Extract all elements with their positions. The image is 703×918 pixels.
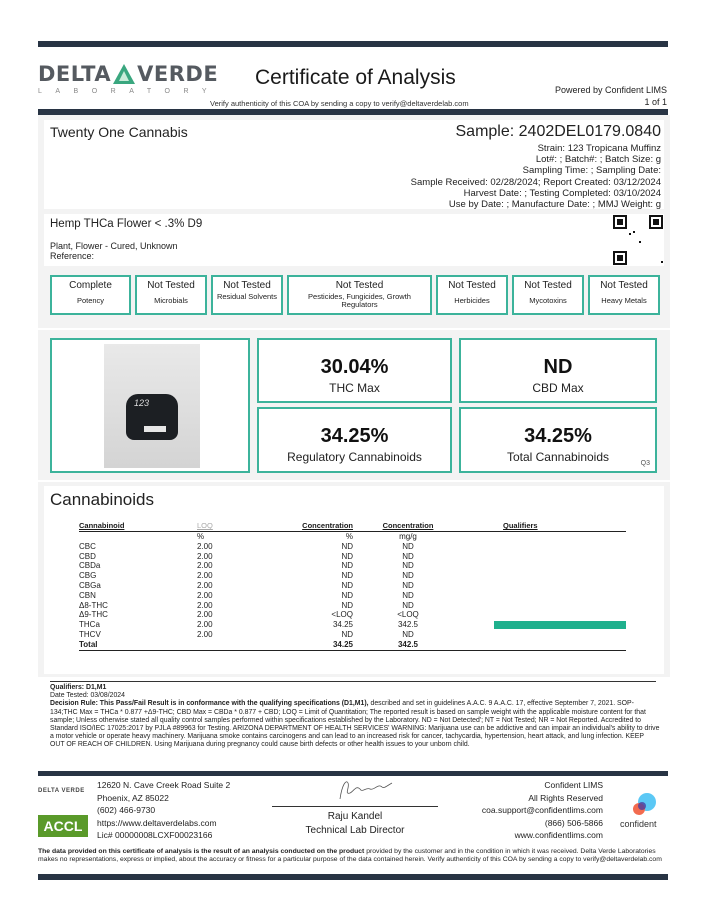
total-qualifier: Q3 <box>640 460 650 467</box>
thc-max-value: 30.04% <box>320 356 389 378</box>
confident-contact <box>482 779 603 842</box>
qr-module <box>633 231 635 233</box>
cell-loq: 2.00 <box>197 561 213 571</box>
qr-module <box>617 219 623 225</box>
regulatory-value: 34.25% <box>320 425 389 447</box>
client-name: Twenty One Cannabis <box>50 124 188 140</box>
cell-qualifier-bar <box>463 601 626 611</box>
confident-line[interactable]: www.confidentlims.com <box>514 830 603 840</box>
test-card-microbials <box>135 275 207 315</box>
logo-left-text: DELTA <box>38 62 112 86</box>
cell-concentration-pct: ND <box>341 571 353 581</box>
qr-module <box>639 241 641 243</box>
triangle-logo-icon <box>113 64 135 84</box>
cell-loq: 2.00 <box>197 610 213 620</box>
cell-cannabinoid: THCa <box>79 620 100 630</box>
test-card-pesticides-fungicides-growth-regulators <box>287 275 432 315</box>
top-bar <box>38 41 668 47</box>
test-status: Complete <box>69 280 112 291</box>
address-line: Phoenix, AZ 85022 <box>97 792 169 803</box>
confident-line: All Rights Reserved <box>528 792 603 803</box>
test-status: Not Tested <box>147 280 195 291</box>
regulatory-label: Regulatory Cannabinoids <box>287 450 422 464</box>
table-row <box>79 620 626 630</box>
bottom-bar <box>38 874 668 880</box>
header-concentration-pct: Concentration <box>257 521 353 532</box>
cell-concentration-mg: ND <box>402 561 414 571</box>
cell-concentration-pct: ND <box>341 551 353 561</box>
sample-meta <box>411 143 661 210</box>
cell-loq: 2.00 <box>197 551 213 561</box>
test-status: Not Tested <box>600 280 648 291</box>
cell-concentration-pct: ND <box>341 590 353 600</box>
disclaimer-body: provided by the customer and in the condition in which it was received. Delta Verde Laboratories makes no representations, express or implied, about the accuracy or fitness for a particular purpose of the data contained herein. Verify authenticity of this COA by sending a copy to verify@deltaverdelab.com <box>38 848 662 864</box>
table-row <box>79 610 626 620</box>
cell-loq: 2.00 <box>197 620 213 630</box>
header-cannabinoid: Cannabinoid <box>79 521 197 532</box>
footer-logo: DELTA VERDE <box>38 788 85 794</box>
confident-line[interactable]: coa.support@confidentlims.com <box>481 805 603 815</box>
product-reference: Reference: <box>50 250 95 261</box>
thc-max-label: THC Max <box>329 381 380 395</box>
header-loq: LOQ <box>197 521 257 532</box>
cell-loq: 2.00 <box>197 571 213 581</box>
verify-text: Verify authenticity of this COA by sending a copy to verify@deltaverdelab.com <box>210 99 469 108</box>
table-row <box>79 630 626 640</box>
header-qualifiers: Qualifiers <box>463 521 626 532</box>
confident-line: (866) 506-5866 <box>544 817 603 828</box>
concentration-bar <box>494 621 626 629</box>
sample-id: Sample: 2402DEL0179.0840 <box>455 123 661 140</box>
test-name: Herbicides <box>454 296 490 305</box>
accl-logo: ACCL <box>38 815 88 837</box>
delta-verde-logo <box>38 62 221 104</box>
test-name: Pesticides, Fungicides, Growth Regulators <box>308 292 411 309</box>
table-row <box>79 581 626 591</box>
signer <box>272 810 438 838</box>
cell-qualifier-bar <box>463 561 626 571</box>
cell-qualifier-bar <box>463 571 626 581</box>
total-pct: 34.25 <box>257 640 353 650</box>
cell-cannabinoid: CBN <box>79 590 96 600</box>
total-name: Total <box>79 640 197 650</box>
cbd-max-label: CBD Max <box>532 381 584 395</box>
sample-meta-line: Lot#: ; Batch#: ; Batch Size: g <box>535 154 661 166</box>
test-status: Not Tested <box>335 280 384 291</box>
cell-qualifier-bar <box>463 610 626 620</box>
cell-qualifier-bar <box>463 591 626 601</box>
units-row <box>79 532 626 542</box>
cell-loq: 2.00 <box>197 629 213 639</box>
test-status-row <box>50 275 660 315</box>
table-row <box>79 542 626 552</box>
test-status: Not Tested <box>223 280 271 291</box>
cell-concentration-pct: ND <box>341 629 353 639</box>
test-name: Residual Solvents <box>216 292 278 301</box>
product-name: Hemp THCa Flower < .3% D9 <box>50 218 203 230</box>
sample-photo-frame <box>50 338 250 473</box>
cell-cannabinoid: THCV <box>79 629 101 639</box>
cell-loq: 2.00 <box>197 600 213 610</box>
signer-name: Raju Kandel <box>327 811 383 822</box>
test-name: Microbials <box>154 296 188 305</box>
cell-loq: 2.00 <box>197 541 213 551</box>
decision-rule <box>50 700 660 749</box>
cell-loq: 2.00 <box>197 590 213 600</box>
qr-module <box>661 261 663 263</box>
sample-meta-line: Harvest Date: ; Testing Completed: 03/10/2024 <box>463 187 661 199</box>
cell-concentration-mg: 342.5 <box>397 620 419 630</box>
total-row <box>79 640 626 650</box>
cannabinoids-table <box>79 521 626 651</box>
qualifiers-note: Qualifiers: D1,M1 <box>50 684 107 691</box>
cbd-max-card <box>459 338 657 403</box>
cell-qualifier-bar <box>463 542 626 552</box>
cell-cannabinoid: Δ8-THC <box>79 600 108 610</box>
table-row <box>79 591 626 601</box>
test-status: Not Tested <box>524 280 572 291</box>
unit-pct: % <box>345 532 353 541</box>
cannabinoids-title: Cannabinoids <box>50 490 154 509</box>
test-name: Potency <box>76 296 105 305</box>
jar-image <box>126 394 178 440</box>
cell-cannabinoid: Δ9-THC <box>79 610 108 620</box>
decision-rule-bold: Decision Rule: This Pass/Fail Result is in conformance with the qualifying specifications (D1,M1), <box>50 700 369 708</box>
test-card-potency <box>50 275 131 315</box>
cell-concentration-pct: ND <box>341 580 353 590</box>
decision-rule-body: described and set in guidelines A.A.C. 9 A.A.C. 17, effective September 7, 2021. SOP-134;THC Max = THCa * 0.877 +Δ9-THC; CBD Max = CBDa * 0.877 + CBD; LOQ = Limit of Quantitation; The reported result is based on sample weight with the applicable moisture content for that sample; Unless otherwise stated all quality control samples performed within specifications established by the Laboratory. ND = Not Detected'; NT = Not Tested; NR = Not Reported. Accredited to Standard ISO/IEC 17025:2017 by PJLA #89963 for Testing. ARIZONA DEPARTMENT OF HEALTH SERVICES' WARNING: Marijuana use can be addictive and can impair an individual's ability to drive a motor vehicle or operate heavy machinery. Marijuana smoke contains carcinogens and can lead to an increased risk for cancer, tachycardia, hypertension, heart attack, and lung infection. KEEP OUT OF REACH OF CHILDREN. Using Marijuana during pregnancy could cause birth defects or other health issues to your unborn child. <box>50 700 660 749</box>
total-label: Total Cannabinoids <box>506 450 610 464</box>
product-type: Plant, Flower - Cured, Unknown <box>50 241 178 251</box>
cell-concentration-pct: ND <box>341 561 353 571</box>
total-empty <box>463 640 626 650</box>
cell-cannabinoid: CBC <box>79 541 96 551</box>
cell-cannabinoid: CBD <box>79 551 96 561</box>
cell-cannabinoid: CBDa <box>79 561 101 571</box>
signer-title: Technical Lab Director <box>305 825 405 836</box>
table-row <box>79 552 626 562</box>
page-number: 1 of 1 <box>644 97 667 107</box>
sample-meta-line: Use by Date: ; Manufacture Date: ; MMJ Weight: g <box>448 199 661 211</box>
cell-qualifier-bar <box>463 620 626 630</box>
test-card-heavy-metals <box>588 275 660 315</box>
signature-image <box>300 775 440 803</box>
total-empty <box>197 640 257 650</box>
notes-block <box>50 684 660 750</box>
cell-concentration-mg: ND <box>402 541 414 551</box>
test-name: Mycotoxins <box>529 296 567 305</box>
test-card-mycotoxins <box>512 275 584 315</box>
qr-module <box>653 219 659 225</box>
test-name: Heavy Metals <box>601 296 647 305</box>
sample-photo <box>104 344 200 468</box>
test-card-residual-solvents <box>211 275 283 315</box>
table-header-row <box>79 521 626 532</box>
table-row <box>79 571 626 581</box>
cell-concentration-mg: ND <box>402 580 414 590</box>
lab-address <box>97 779 230 842</box>
cell-qualifier-bar <box>463 552 626 562</box>
total-mg: 342.5 <box>353 640 463 650</box>
cell-concentration-pct: <LOQ <box>331 610 353 620</box>
jar-label-text: 123 <box>134 398 150 408</box>
cell-concentration-pct: ND <box>341 600 353 610</box>
disclaimer-bold: The data provided on this certificate of analysis is the result of an analysis conducted on the product <box>38 848 365 855</box>
date-tested: Date Tested: 03/08/2024 <box>50 692 125 700</box>
product-details <box>50 242 178 261</box>
table-row <box>79 561 626 571</box>
qr-module <box>629 233 631 235</box>
logo-right-text: VERDE <box>137 62 219 86</box>
regulatory-cannabinoids-card <box>257 407 452 473</box>
cell-concentration-mg: <LOQ <box>397 610 419 620</box>
test-card-herbicides <box>436 275 508 315</box>
signature-line <box>272 806 438 807</box>
address-line[interactable]: https://www.deltaverdelabs.com <box>97 817 217 828</box>
cell-concentration-mg: ND <box>402 571 414 581</box>
cell-loq: 2.00 <box>197 580 213 590</box>
total-cannabinoids-card <box>459 407 657 473</box>
document-title: Certificate of Analysis <box>255 66 456 89</box>
cell-qualifier-bar <box>463 581 626 591</box>
cbd-max-value: ND <box>543 356 573 378</box>
header-concentration-mg: Concentration <box>353 521 463 532</box>
jar-barcode <box>144 426 166 432</box>
sample-meta-line: Sample Received: 02/28/2024; Report Created: 03/12/2024 <box>410 176 661 188</box>
cell-concentration-pct: 34.25 <box>332 620 353 630</box>
sample-meta-line: Sampling Time: ; Sampling Date: <box>522 165 661 177</box>
confident-logo-text: confident <box>620 819 657 829</box>
table-row <box>79 601 626 611</box>
unit-mg: mg/g <box>399 532 417 541</box>
cell-concentration-mg: ND <box>402 600 414 610</box>
cell-cannabinoid: CBGa <box>79 580 101 590</box>
test-status: Not Tested <box>448 280 496 291</box>
cell-qualifier-bar <box>463 630 626 640</box>
disclaimer <box>38 848 670 864</box>
address-line: Lic# 00000008LCXF00023166 <box>97 830 213 840</box>
address-line: 12620 N. Cave Creek Road Suite 2 <box>97 780 231 790</box>
cell-concentration-mg: ND <box>402 590 414 600</box>
address-line: (602) 466-9730 <box>97 805 156 815</box>
thc-max-card <box>257 338 452 403</box>
total-value: 34.25% <box>524 425 592 447</box>
unit-loq: % <box>197 532 205 541</box>
cell-concentration-mg: ND <box>402 551 414 561</box>
confident-line: Confident LIMS <box>544 780 603 790</box>
cell-concentration-pct: ND <box>341 541 353 551</box>
qr-module <box>617 255 623 261</box>
powered-by <box>555 84 667 108</box>
cell-concentration-mg: ND <box>402 629 414 639</box>
notes-divider <box>50 681 656 682</box>
cell-cannabinoid: CBG <box>79 571 97 581</box>
qr-code-icon[interactable] <box>613 215 663 265</box>
sample-meta-line: Strain: 123 Tropicana Muffinz <box>537 143 661 154</box>
logo-subtitle: LABORATORY <box>38 88 221 95</box>
powered-by-text: Powered by Confident LIMS <box>554 85 667 95</box>
